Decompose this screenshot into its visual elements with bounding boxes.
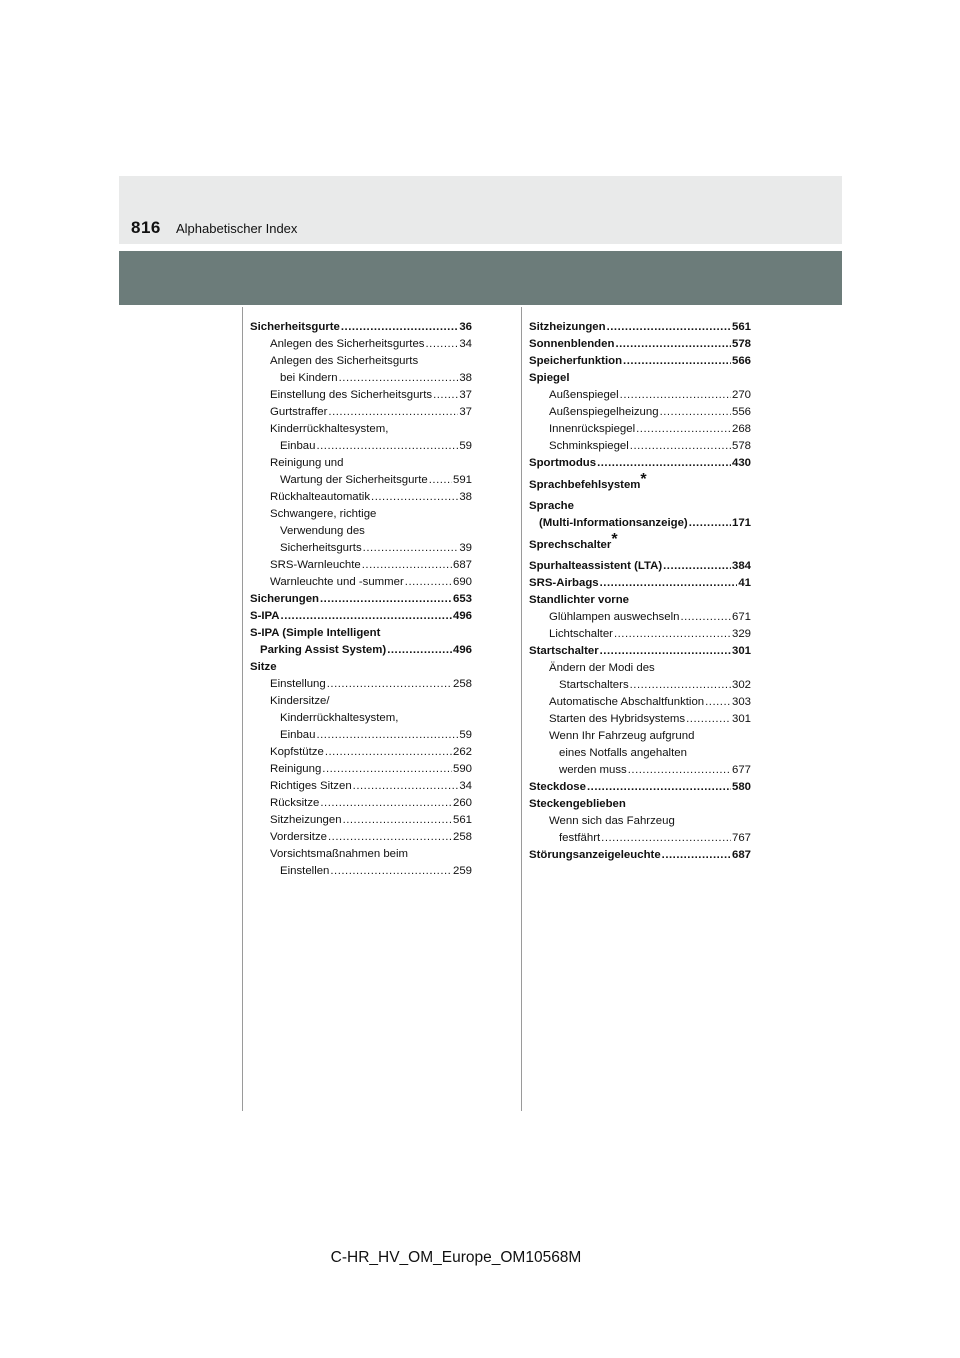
index-entry-term: Anlegen des Sicherheitsgurtes	[270, 338, 425, 350]
dot-leader	[330, 863, 452, 880]
doc-code: C-HR_HV_OM_Europe_OM10568M	[330, 1249, 582, 1266]
index-entry-term: Spurhalteassistent (LTA)	[529, 560, 663, 572]
index-entry	[529, 575, 751, 592]
index-entry-term: Vorsichtsmaßnahmen beim	[270, 848, 409, 860]
index-entry	[250, 540, 472, 557]
index-entry-term: Sitzheizungen	[270, 814, 342, 826]
dot-leader	[325, 744, 452, 761]
footnote-star: *	[611, 531, 618, 548]
index-entry	[250, 336, 472, 353]
index-entry-term: Störungsanzeigeleuchte	[529, 849, 661, 861]
dot-leader	[320, 795, 452, 812]
index-entry	[250, 829, 472, 846]
index-entry-page: 653	[452, 593, 472, 605]
index-entry-page: 37	[459, 389, 472, 401]
index-entry	[250, 489, 472, 506]
index-entry-term: Ändern der Modi des	[549, 662, 655, 674]
dot-leader	[623, 353, 731, 370]
dot-leader	[353, 778, 459, 795]
header-dark-bar	[119, 251, 842, 305]
index-entry	[529, 370, 751, 387]
dot-leader	[341, 319, 458, 336]
index-entry-term: Einstellung	[270, 678, 326, 690]
index-entry	[250, 438, 472, 455]
dot-leader	[636, 421, 731, 438]
dot-leader	[615, 336, 731, 353]
dot-leader	[322, 761, 452, 778]
index-entry-page: 59	[459, 440, 472, 452]
dot-leader	[600, 643, 731, 660]
index-entry	[250, 642, 472, 659]
index-entry-term: Sitze	[250, 661, 277, 673]
index-column-right	[529, 319, 751, 864]
index-entry	[529, 796, 751, 813]
index-entry	[529, 677, 751, 694]
index-entry	[250, 710, 472, 727]
dot-leader	[433, 387, 458, 404]
footnote-star: *	[640, 471, 647, 488]
index-entry	[529, 515, 751, 532]
index-entry-page: 260	[452, 797, 472, 809]
index-entry-page: 687	[731, 849, 751, 861]
index-entry-page: 59	[459, 729, 472, 741]
dot-leader	[600, 575, 738, 592]
index-entry-term: SRS-Airbags	[529, 577, 599, 589]
index-entry-term: Reinigung und	[270, 457, 344, 469]
index-entry-page: 38	[459, 372, 472, 384]
index-entry-page: 690	[452, 576, 472, 588]
index-entry-page: 566	[731, 355, 751, 367]
dot-leader	[680, 609, 731, 626]
index-entry-page: 39	[459, 542, 472, 554]
index-entry-term: Wenn Ihr Fahrzeug aufgrund	[549, 730, 695, 742]
index-entry-page: 301	[731, 713, 751, 725]
index-entry	[250, 778, 472, 795]
dot-leader	[316, 438, 458, 455]
index-entry-page: 561	[731, 321, 751, 333]
index-entry-term: Kopfstütze	[270, 746, 324, 758]
index-entry-term: S-IPA	[250, 610, 280, 622]
index-entry	[529, 626, 751, 643]
index-entry-page: 262	[452, 746, 472, 758]
index-entry-page: 41	[738, 577, 751, 589]
dot-leader	[689, 515, 731, 532]
index-entry-term: Einbau	[280, 729, 316, 741]
index-entry	[529, 592, 751, 609]
index-entry-term: Reinigung	[270, 763, 322, 775]
index-entry-term: SRS-Warnleuchte	[270, 559, 361, 571]
index-entry-page: 556	[731, 406, 751, 418]
index-entry	[529, 694, 751, 711]
index-entry-term: Sprechschalter	[529, 539, 612, 551]
index-entry-page: 38	[459, 491, 472, 503]
index-entry-term: Sicherheitsgurts	[280, 542, 362, 554]
index-entry	[250, 693, 472, 710]
index-entry-page: 34	[459, 780, 472, 792]
index-entry-page: 270	[731, 389, 751, 401]
dot-leader	[607, 319, 731, 336]
dot-leader	[363, 540, 459, 557]
index-entry-term: Standlichter vorne	[529, 594, 630, 606]
index-entry	[250, 761, 472, 778]
index-entry	[250, 659, 472, 676]
index-entry-page: 580	[731, 781, 751, 793]
dot-leader	[663, 558, 731, 575]
index-entry	[250, 574, 472, 591]
index-entry-term: Sitzheizungen	[529, 321, 606, 333]
middle-column-rule	[521, 307, 522, 1111]
dot-leader	[587, 779, 731, 796]
index-entry	[250, 319, 472, 336]
index-entry-term: Startschalters	[559, 679, 629, 691]
index-entry-page: 496	[452, 644, 472, 656]
index-entry	[529, 421, 751, 438]
index-entry	[529, 319, 751, 336]
index-entry-term: Richtiges Sitzen	[270, 780, 352, 792]
index-entry-page: 303	[731, 696, 751, 708]
dot-leader	[620, 387, 731, 404]
index-entry	[529, 728, 751, 745]
index-entry-term: Verwendung des	[280, 525, 365, 537]
index-entry-page: 258	[452, 678, 472, 690]
dot-leader	[614, 626, 731, 643]
footer	[0, 1249, 960, 1267]
dot-leader	[405, 574, 452, 591]
index-entry	[529, 498, 751, 515]
index-entry	[250, 812, 472, 829]
index-entry-page: 301	[731, 645, 751, 657]
index-entry-term: Rücksitze	[270, 797, 320, 809]
index-entry-page: 767	[731, 832, 751, 844]
index-entry	[250, 387, 472, 404]
index-entry-page: 384	[731, 560, 751, 572]
index-entry-page: 677	[731, 764, 751, 776]
index-entry-page: 578	[731, 338, 751, 350]
index-entry-term: Anlegen des Sicherheitsgurts	[270, 355, 419, 367]
index-entry-term: Kindersitze/	[270, 695, 330, 707]
index-entry-page: 591	[452, 474, 472, 486]
index-entry	[250, 795, 472, 812]
index-entry-term: eines Notfalls angehalten	[559, 747, 687, 759]
index-entry	[250, 557, 472, 574]
index-entry-term: festfährt	[559, 832, 601, 844]
index-entry	[529, 711, 751, 728]
index-entry-term: Schwangere, richtige	[270, 508, 377, 520]
index-entry	[529, 455, 751, 472]
dot-leader	[628, 762, 731, 779]
index-entry	[250, 353, 472, 370]
left-column-rule	[242, 307, 243, 1111]
dot-leader	[362, 557, 452, 574]
index-entry-page: 496	[452, 610, 472, 622]
dot-leader	[371, 489, 458, 506]
index-entry-term: Vordersitze	[270, 831, 327, 843]
index-entry-term: Gurtstraffer	[270, 406, 328, 418]
index-entry-page: 687	[452, 559, 472, 571]
dot-leader	[660, 404, 731, 421]
index-entry-term: Startschalter	[529, 645, 599, 657]
section-title: Alphabetischer Index	[176, 221, 298, 236]
index-entry	[529, 387, 751, 404]
index-entry-page: 268	[731, 423, 751, 435]
index-entry-term: Steckengeblieben	[529, 798, 626, 810]
index-entry	[250, 608, 472, 625]
index-entry	[529, 762, 751, 779]
index-entry-term: Wenn sich das Fahrzeug	[549, 815, 675, 827]
index-entry	[250, 727, 472, 744]
index-entry-term: Steckdose	[529, 781, 586, 793]
dot-leader	[320, 591, 452, 608]
index-entry	[250, 676, 472, 693]
index-entry-term: Einbau	[280, 440, 316, 452]
index-entry	[529, 336, 751, 353]
dot-leader	[316, 727, 458, 744]
dot-leader	[387, 642, 452, 659]
index-entry	[250, 404, 472, 421]
dot-leader	[601, 830, 731, 847]
index-entry	[250, 472, 472, 489]
index-entry	[529, 830, 751, 847]
dot-leader	[327, 676, 452, 693]
dot-leader	[630, 438, 731, 455]
index-entry	[529, 438, 751, 455]
index-entry-page: 561	[452, 814, 472, 826]
index-entry	[250, 625, 472, 642]
index-entry-term: Speicherfunktion	[529, 355, 623, 367]
index-entry-page: 37	[459, 406, 472, 418]
dot-leader	[426, 336, 459, 353]
index-entry-term: Außenspiegelheizung	[549, 406, 659, 418]
index-entry-page: 329	[731, 628, 751, 640]
index-entry-page: 590	[452, 763, 472, 775]
dot-leader	[343, 812, 452, 829]
index-entry	[250, 591, 472, 608]
index-entry	[529, 813, 751, 830]
index-entry	[250, 744, 472, 761]
dot-leader	[429, 472, 452, 489]
index-entry	[529, 660, 751, 677]
index-entry	[529, 643, 751, 660]
dot-leader	[328, 404, 458, 421]
index-entry-page: 671	[731, 611, 751, 623]
index-entry	[250, 421, 472, 438]
index-entry	[250, 846, 472, 863]
index-entry	[529, 472, 751, 498]
index-entry	[250, 506, 472, 523]
index-entry-page: 258	[452, 831, 472, 843]
index-entry	[529, 404, 751, 421]
dot-leader	[597, 455, 731, 472]
dot-leader	[705, 694, 731, 711]
index-entry-term: werden muss	[559, 764, 627, 776]
index-entry-page: 302	[731, 679, 751, 691]
index-entry	[529, 847, 751, 864]
index-entry-term: Schminkspiegel	[549, 440, 629, 452]
index-entry-term: Kinderrückhaltesystem,	[270, 423, 389, 435]
index-entry-term: Sicherungen	[250, 593, 319, 605]
index-entry-term: Einstellung des Sicherheitsgurts	[270, 389, 433, 401]
index-entry-term: Kinderrückhaltesystem,	[280, 712, 399, 724]
index-entry-term: Sonnenblenden	[529, 338, 615, 350]
index-entry-term: Spiegel	[529, 372, 570, 384]
index-entry-term: Lichtschalter	[549, 628, 613, 640]
index-entry-page: 34	[459, 338, 472, 350]
index-entry-term: Starten des Hybridsystems	[549, 713, 686, 725]
index-entry-term: Glühlampen auswechseln	[549, 611, 680, 623]
index-entry-term: bei Kindern	[280, 372, 338, 384]
index-entry-term: Parking Assist System)	[260, 644, 387, 656]
index-entry-term: (Multi-Informationsanzeige)	[539, 517, 688, 529]
index-entry	[250, 370, 472, 387]
index-entry	[529, 609, 751, 626]
index-entry-term: Rückhalteautomatik	[270, 491, 371, 503]
index-entry-term: Automatische Abschaltfunktion	[549, 696, 705, 708]
index-entry-page: 578	[731, 440, 751, 452]
index-entry	[250, 523, 472, 540]
dot-leader	[630, 677, 731, 694]
page-number: 816	[131, 218, 161, 237]
index-entry	[250, 863, 472, 880]
index-entry-term: Sprachbefehlsystem	[529, 479, 641, 491]
index-entry-term: Innenrückspiegel	[549, 423, 636, 435]
index-entry-term: Außenspiegel	[549, 389, 619, 401]
index-entry-page: 36	[459, 321, 472, 333]
index-entry-term: Warnleuchte und -summer	[270, 576, 404, 588]
dot-leader	[686, 711, 731, 728]
index-entry-term: Wartung der Sicherheitsgurte	[280, 474, 428, 486]
index-entry	[529, 745, 751, 762]
index-entry	[529, 558, 751, 575]
dot-leader	[339, 370, 459, 387]
index-column-left	[250, 319, 472, 880]
dot-leader	[328, 829, 452, 846]
index-entry-term: Einstellen	[280, 865, 330, 877]
index-entry	[529, 353, 751, 370]
index-entry-page: 430	[731, 457, 751, 469]
index-entry-term: Sicherheitsgurte	[250, 321, 340, 333]
dot-leader	[662, 847, 731, 864]
index-entry-term: Sportmodus	[529, 457, 597, 469]
index-entry-term: Sprache	[529, 500, 574, 512]
dot-leader	[281, 608, 452, 625]
index-entry-term: S-IPA (Simple Intelligent	[250, 627, 381, 639]
index-entry	[529, 532, 751, 558]
index-entry	[529, 779, 751, 796]
index-entry-page: 171	[731, 517, 751, 529]
index-entry-page: 259	[452, 865, 472, 877]
index-entry	[250, 455, 472, 472]
